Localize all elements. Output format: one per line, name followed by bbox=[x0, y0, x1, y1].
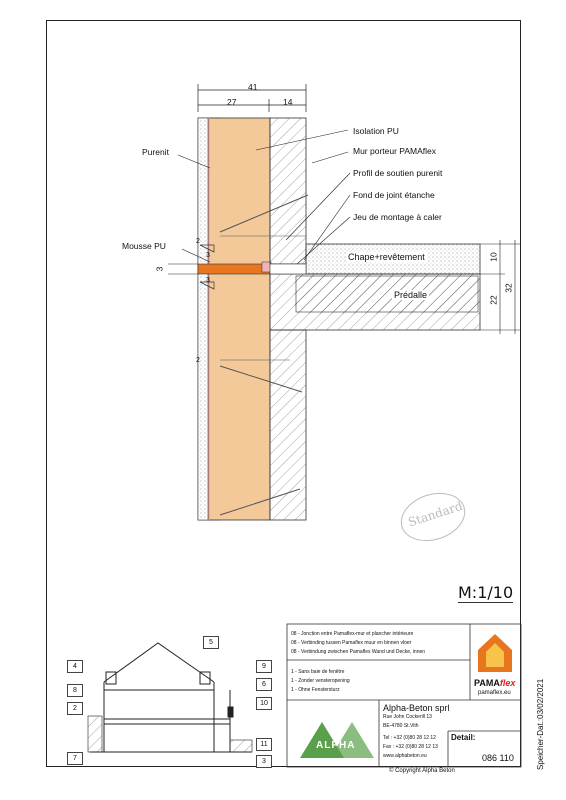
company-street: Rue John Cockerill 13 bbox=[383, 714, 432, 720]
dim-slab: 22 bbox=[488, 295, 499, 305]
pamaflex-brand bbox=[474, 678, 515, 688]
chape-label: Chape+revêtement bbox=[348, 252, 425, 262]
option-line-fr: 1 - Sans baie de fenêtre bbox=[291, 669, 345, 675]
house-num-7: 7 bbox=[67, 752, 83, 765]
callout-jeu: Jeu de montage à caler bbox=[353, 212, 442, 222]
company-block bbox=[383, 703, 450, 761]
house-num-6: 6 bbox=[256, 678, 272, 691]
company-web: www.alphabeton.eu bbox=[383, 753, 427, 759]
desc-line-fr: 08 - Jonction entre Pamaflex-mur et plancher intérieure bbox=[291, 631, 414, 637]
house-num-5: 5 bbox=[203, 636, 219, 649]
callout-mur-porteur: Mur porteur PAMAflex bbox=[353, 146, 436, 156]
detail-number: 086 110 bbox=[482, 753, 514, 763]
mark-a: 2 bbox=[196, 238, 200, 245]
house-key-plan bbox=[90, 643, 252, 752]
brand-pama: PAMA bbox=[474, 678, 500, 688]
save-date bbox=[536, 630, 548, 770]
copyright: © Copyright Alpha Beton bbox=[389, 768, 455, 774]
house-num-3: 3 bbox=[256, 755, 272, 768]
callout-purenit: Purenit bbox=[142, 147, 169, 157]
scale-label: M:1/10 bbox=[458, 583, 514, 602]
house-num-4: 4 bbox=[67, 660, 83, 673]
detail-label: Detail: bbox=[451, 733, 476, 742]
brand-flex: flex bbox=[499, 678, 516, 688]
predalle-label: Prédalle bbox=[394, 290, 428, 300]
option-block bbox=[291, 668, 350, 695]
dim-veneer: 14 bbox=[283, 97, 293, 107]
stamp-text: Standard bbox=[406, 498, 465, 530]
dim-wall: 27 bbox=[227, 97, 237, 107]
desc-line-nl: 08 - Verbinding tussen Pamaflex muur en binnen vloer bbox=[291, 640, 412, 646]
callout-mousse-pu: Mousse PU bbox=[122, 241, 166, 251]
brand-web: pamaflex.eu bbox=[478, 690, 511, 696]
company-tel: Tel : +32 (0)80 28 12 12 bbox=[383, 735, 436, 741]
house-num-11: 11 bbox=[256, 738, 272, 751]
house-num-2: 2 bbox=[67, 702, 83, 715]
house-num-9: 9 bbox=[256, 660, 272, 673]
mark-c: 3 bbox=[206, 277, 210, 284]
house-num-10: 10 bbox=[256, 697, 272, 710]
house-num-8: 8 bbox=[67, 684, 83, 697]
dim-floor-total: 32 bbox=[503, 283, 514, 293]
dim-joint: 3 bbox=[154, 266, 165, 272]
dim-screed: 10 bbox=[488, 252, 499, 262]
alpha-logo-text: ALPHA bbox=[316, 740, 356, 751]
callout-isolation: Isolation PU bbox=[353, 126, 399, 136]
mark-b: 3 bbox=[206, 252, 210, 259]
option-line-nl: 1 - Zonder vensteropening bbox=[291, 678, 350, 684]
callout-fond-joint: Fond de joint étanche bbox=[353, 190, 435, 200]
company-name: Alpha-Beton sprl bbox=[383, 703, 450, 713]
desc-line-de: 08 - Verbindung zwischen Pamaflex Wand und Decke, innen bbox=[291, 649, 426, 655]
company-fax: Fax : +32 (0)80 28 12 13 bbox=[383, 744, 438, 750]
description-block bbox=[291, 630, 425, 657]
mark-d: 2 bbox=[196, 357, 200, 364]
callout-profil: Profil de soutien purenit bbox=[353, 168, 443, 178]
company-city: BE-4780 St.Vith bbox=[383, 723, 419, 729]
dim-total: 41 bbox=[248, 82, 258, 92]
save-date-text: Speicher-Dat.:03/02/2021 bbox=[536, 678, 545, 770]
option-line-de: 1 - Ohne Fenstersturz bbox=[291, 687, 340, 693]
